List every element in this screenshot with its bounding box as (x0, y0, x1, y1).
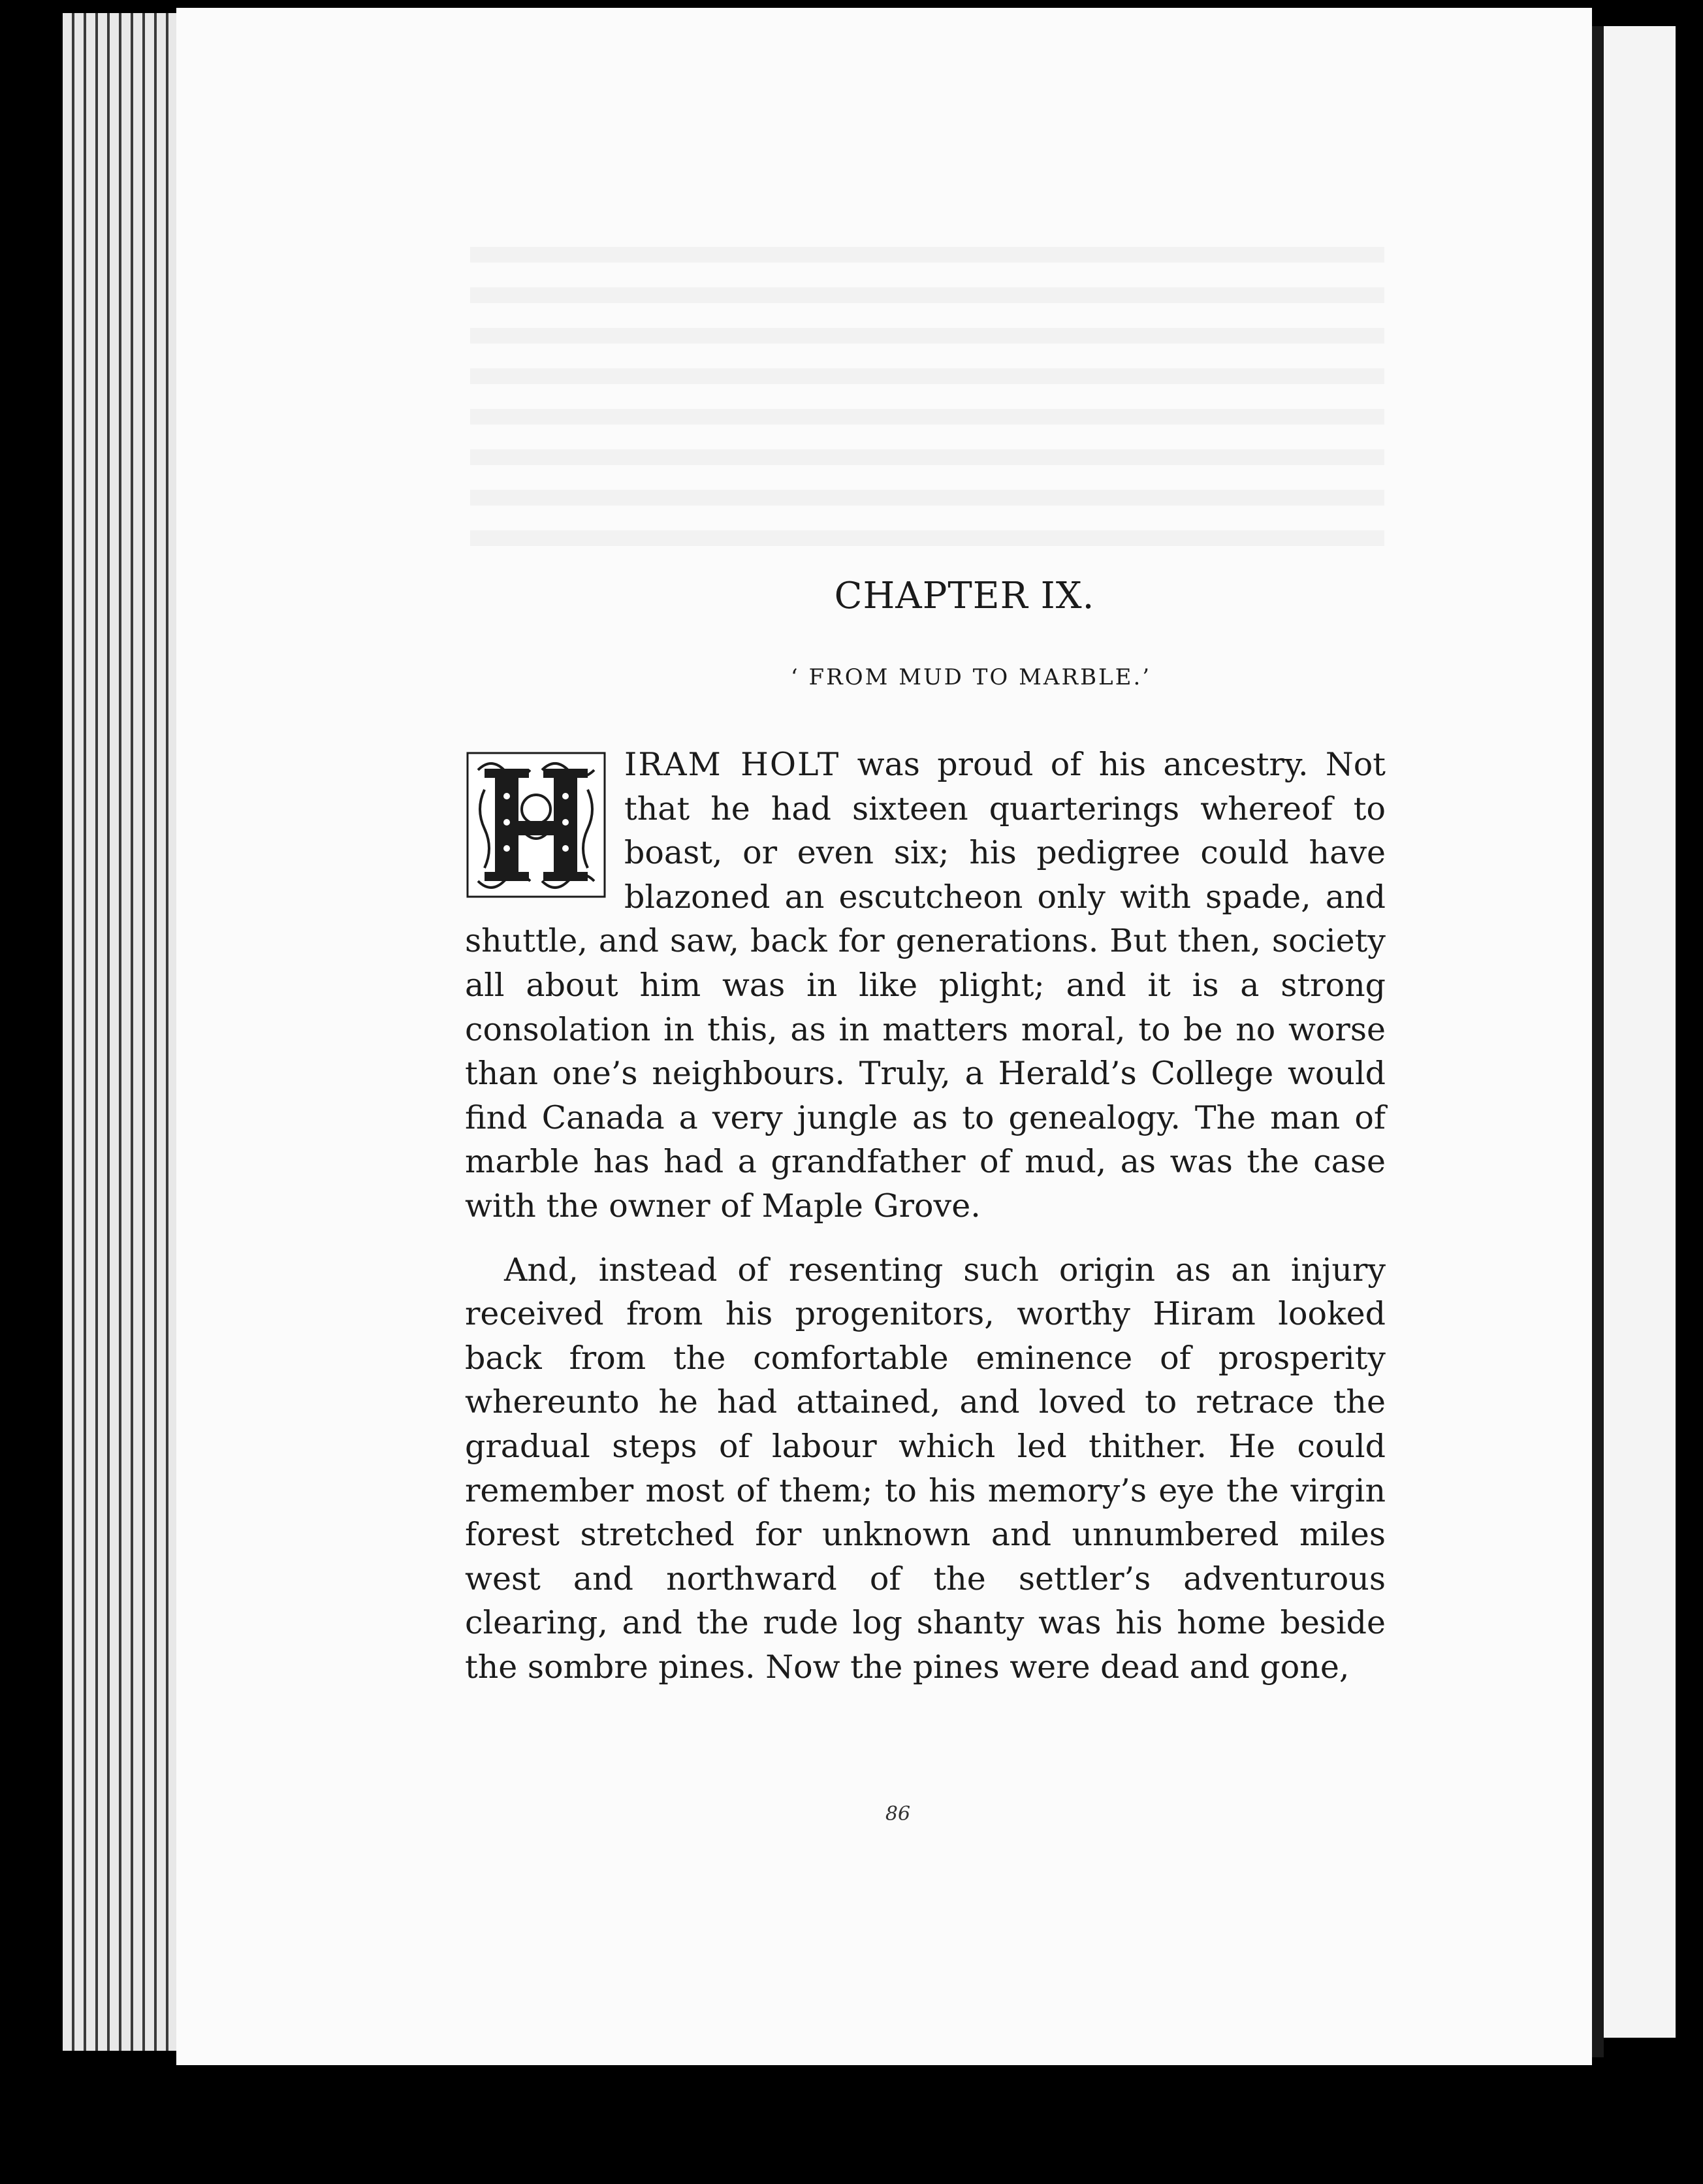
text-block (465, 575, 1386, 1689)
ornamental-initial-h-icon (465, 750, 607, 899)
page-number: 86 (885, 1803, 911, 1825)
page-edges (63, 13, 180, 2051)
chapter-title: CHAPTER IX. (834, 575, 1095, 617)
paragraph-2: And, instead of resenting such origin as an injury received from his progenitors, worthy Hiram looked back from the comfortable eminence of prosperity whereunto he had attained, and loved to retrace the gradual steps of labour which led thither. He could remember most of them; to his memory’s eye the virgin forest stretched for unknown and unnumbered miles west and northward of the settler’s adventurous clearing, and the rude log shanty was his home beside the sombre pines. Now the pines were dead and gone, (465, 1251, 1386, 1686)
show-through-text (470, 222, 1384, 549)
opening-words: IRAM HOLT (624, 746, 840, 783)
paragraph-1 (465, 743, 1386, 1228)
facing-page-edge (1604, 26, 1676, 2038)
gutter (1592, 26, 1604, 2057)
paragraph-1-text: was proud of his ancestry. Not that he had sixteen quarterings whereof to boast, or even six; his pedigree could have blazoned an escutcheon only with spade, and shuttle, and saw, back for generations. But then, society all about him was in like plight; and it is a strong consolation in this, as in matters moral, to be no worse than one’s neighbours. Truly, a Herald’s College would find Canada a very jungle as to genealogy. The man of marble has had a grandfather of mud, as was the case with the owner of Maple Grove. (465, 746, 1386, 1225)
chapter-subtitle: ‘ FROM MUD TO MARBLE.’ (790, 664, 1152, 690)
